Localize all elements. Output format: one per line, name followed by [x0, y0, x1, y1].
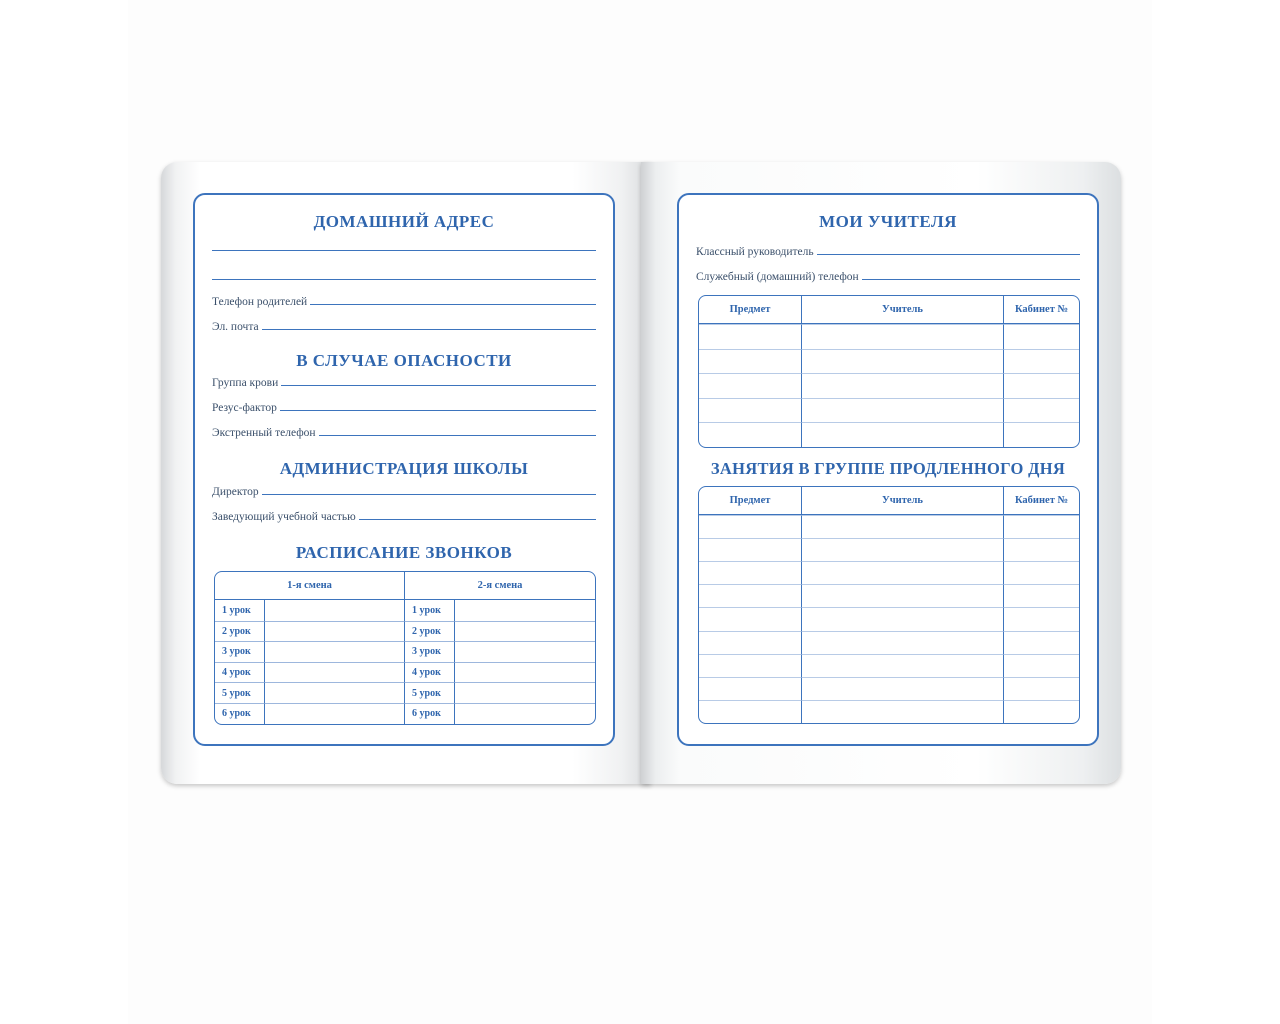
teacher-cell[interactable]: [802, 349, 1004, 374]
teacher-cell[interactable]: [802, 324, 1004, 349]
left-page: [161, 162, 651, 784]
subject-cell[interactable]: [699, 607, 802, 630]
shift1-time-cell[interactable]: [265, 641, 405, 662]
room-cell[interactable]: [1004, 677, 1079, 700]
subject-header: Предмет: [699, 296, 802, 324]
subject-cell[interactable]: [699, 700, 802, 723]
teacher-cell[interactable]: [802, 631, 1004, 654]
address-line-2[interactable]: [212, 279, 596, 280]
room-cell[interactable]: [1004, 398, 1079, 423]
shift2-time-cell[interactable]: [455, 641, 595, 662]
teacher-cell[interactable]: [802, 584, 1004, 607]
right-page-frame: [677, 193, 1099, 746]
lesson-label: 1 урок: [215, 600, 265, 621]
teachers-title: МОИ УЧИТЕЛЯ: [819, 212, 957, 231]
table-row: [699, 654, 1079, 677]
head-teacher-field[interactable]: [212, 507, 596, 523]
room-cell[interactable]: [1004, 561, 1079, 584]
subject-cell[interactable]: [699, 324, 802, 349]
parents-phone-label: Телефон родителей: [212, 296, 308, 308]
head-teacher-label: Заведующий учебной частью: [212, 511, 356, 523]
table-row: [215, 703, 595, 724]
lesson-label: 1 урок: [405, 600, 455, 621]
shift1-time-cell[interactable]: [265, 682, 405, 703]
table-row: [699, 561, 1079, 584]
extended-day-table: [698, 486, 1080, 724]
right-page: [641, 162, 1121, 784]
table-row: [699, 607, 1079, 630]
emergency-title: В СЛУЧАЕ ОПАСНОСТИ: [296, 351, 512, 370]
blood-group-label: Группа крови: [212, 377, 279, 389]
bell-schedule-title: РАСПИСАНИЕ ЗВОНКОВ: [295, 543, 513, 562]
shift1-header: 1-я смена: [215, 572, 405, 600]
table-row: [699, 422, 1079, 447]
teacher-cell[interactable]: [802, 654, 1004, 677]
lesson-label: 6 урок: [405, 703, 455, 724]
subject-cell[interactable]: [699, 422, 802, 447]
room-cell[interactable]: [1004, 538, 1079, 561]
subject-cell[interactable]: [699, 561, 802, 584]
room-cell[interactable]: [1004, 700, 1079, 723]
shift1-time-cell[interactable]: [265, 662, 405, 683]
subject-cell[interactable]: [699, 654, 802, 677]
teacher-cell[interactable]: [802, 700, 1004, 723]
table-row: [699, 631, 1079, 654]
teacher-cell[interactable]: [802, 607, 1004, 630]
teacher-cell[interactable]: [802, 398, 1004, 423]
table-row: [699, 515, 1079, 538]
home-address-title: ДОМАШНИЙ АДРЕС: [313, 212, 495, 231]
lesson-label: 4 урок: [215, 662, 265, 683]
email-field[interactable]: [212, 317, 596, 333]
shift2-time-cell[interactable]: [455, 600, 595, 621]
email-label: Эл. почта: [212, 321, 259, 333]
shift1-time-cell[interactable]: [265, 600, 405, 621]
shift2-time-cell[interactable]: [455, 662, 595, 683]
table-row: [215, 641, 595, 662]
lesson-label: 2 урок: [405, 621, 455, 642]
teacher-cell[interactable]: [802, 561, 1004, 584]
subject-cell[interactable]: [699, 349, 802, 374]
room-cell[interactable]: [1004, 631, 1079, 654]
parents-phone-field[interactable]: [212, 292, 596, 308]
shift2-header: 2-я смена: [405, 572, 595, 600]
rh-factor-field[interactable]: [212, 398, 596, 414]
room-cell[interactable]: [1004, 349, 1079, 374]
director-field[interactable]: [212, 482, 596, 498]
teacher-cell[interactable]: [802, 677, 1004, 700]
director-label: Директор: [212, 486, 259, 498]
room-cell[interactable]: [1004, 324, 1079, 349]
room-cell[interactable]: [1004, 373, 1079, 398]
subject-cell[interactable]: [699, 538, 802, 561]
table-row: [215, 600, 595, 621]
address-line-1[interactable]: [212, 250, 596, 251]
room-cell[interactable]: [1004, 584, 1079, 607]
table-row: [215, 662, 595, 683]
room-header: Кабинет №: [1004, 296, 1079, 324]
shift2-time-cell[interactable]: [455, 682, 595, 703]
left-page-frame: [193, 193, 615, 746]
lesson-label: 3 урок: [215, 641, 265, 662]
room-cell[interactable]: [1004, 654, 1079, 677]
lesson-label: 6 урок: [215, 703, 265, 724]
lesson-label: 5 урок: [405, 682, 455, 703]
teacher-header: Учитель: [802, 487, 1004, 515]
class-teacher-field[interactable]: [696, 242, 1080, 258]
table-row: [699, 677, 1079, 700]
administration-title: АДМИНИСТРАЦИЯ ШКОЛЫ: [279, 459, 529, 478]
lesson-label: 2 урок: [215, 621, 265, 642]
class-teacher-label: Классный руководитель: [696, 246, 814, 258]
subject-cell[interactable]: [699, 631, 802, 654]
table-row: [699, 584, 1079, 607]
emergency-phone-label: Экстренный телефон: [212, 427, 316, 439]
table-row: [699, 373, 1079, 398]
table-row: [215, 682, 595, 703]
table-row: [699, 538, 1079, 561]
teacher-cell[interactable]: [802, 422, 1004, 447]
room-header: Кабинет №: [1004, 487, 1079, 515]
table-row: [699, 700, 1079, 723]
table-row: [215, 621, 595, 642]
teacher-phone-label: Служебный (домашний) телефон: [696, 271, 859, 283]
shift1-time-cell[interactable]: [265, 703, 405, 724]
extended-day-title: ЗАНЯТИЯ В ГРУППЕ ПРОДЛЕННОГО ДНЯ: [710, 459, 1066, 478]
room-cell[interactable]: [1004, 515, 1079, 538]
teacher-cell[interactable]: [802, 373, 1004, 398]
shift1-time-cell[interactable]: [265, 621, 405, 642]
table-row: [699, 324, 1079, 349]
shift2-time-cell[interactable]: [455, 703, 595, 724]
teacher-header: Учитель: [802, 296, 1004, 324]
room-cell[interactable]: [1004, 607, 1079, 630]
subject-cell[interactable]: [699, 373, 802, 398]
room-cell[interactable]: [1004, 422, 1079, 447]
teachers-table: [698, 295, 1080, 448]
teacher-cell[interactable]: [802, 538, 1004, 561]
table-row: [699, 349, 1079, 374]
subject-cell[interactable]: [699, 584, 802, 607]
subject-cell[interactable]: [699, 677, 802, 700]
subject-cell[interactable]: [699, 398, 802, 423]
rh-factor-label: Резус-фактор: [212, 402, 277, 414]
lesson-label: 5 урок: [215, 682, 265, 703]
lesson-label: 4 урок: [405, 662, 455, 683]
teacher-phone-field[interactable]: [696, 267, 1080, 283]
teacher-cell[interactable]: [802, 515, 1004, 538]
shift2-time-cell[interactable]: [455, 621, 595, 642]
subject-header: Предмет: [699, 487, 802, 515]
subject-cell[interactable]: [699, 515, 802, 538]
emergency-phone-field[interactable]: [212, 423, 596, 439]
table-row: [699, 398, 1079, 423]
lesson-label: 3 урок: [405, 641, 455, 662]
blood-group-field[interactable]: [212, 373, 596, 389]
bell-schedule-table: [214, 571, 596, 725]
